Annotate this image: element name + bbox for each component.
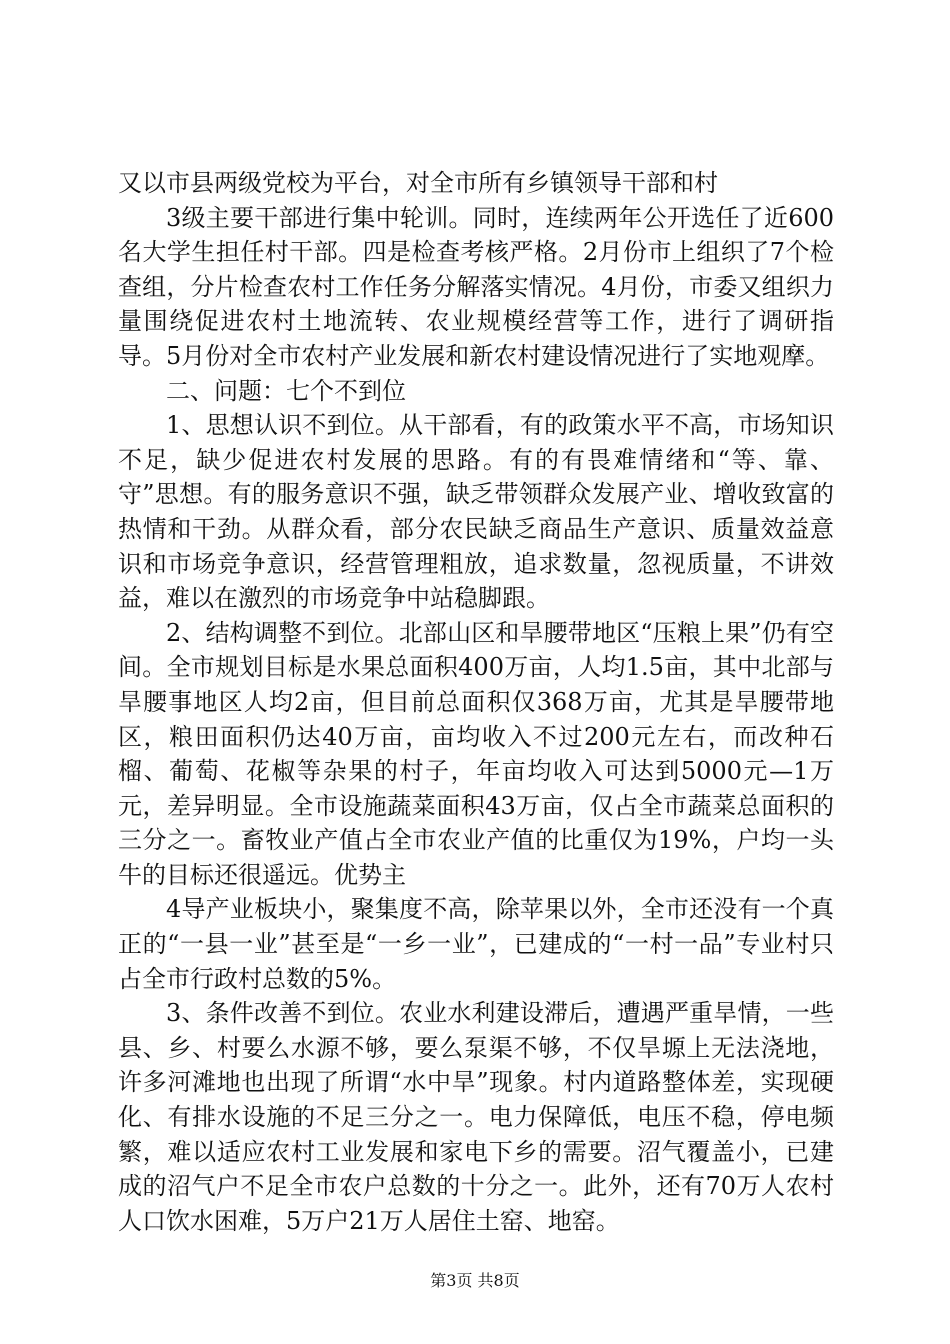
paragraph-1: 又以市县两级党校为平台，对全市所有乡镇领导干部和村 — [118, 169, 718, 197]
paragraph-4: 2、结构调整不到位。北部山区和旱腰带地区“压粮上果”仍有空间。全市规划目标是水果总面积400万亩，人均1.5亩，其中北部与旱腰事地区人均2亩，但目前总面积仅368万亩，尤其是旱腰带地区，粮田面积仍达40万亩，亩均收入不过200元左右，而改种石榴、葡萄、花椒等杂果的村子，年亩均收入可达到5000元—1万元，差异明显。全市设施蔬菜面积43万亩，仅占全市蔬菜总面积的三分之一。畜牧业产值占全市农业产值的比重仅为19%，户均一头牛的目标还很遥远。优势主 — [118, 618, 834, 889]
page-footer — [0, 1268, 950, 1291]
paragraph-6: 3、条件改善不到位。农业水利建设滞后，遭遇严重旱情，一些县、乡、村要么水源不够，要么泵渠不够，不仅旱塬上无法浇地，许多河滩地也出现了所谓“水中旱”现象。村内道路整体差，实现硬化、有排水设施的不足三分之一。电力保障低，电压不稳，停电频繁，难以适应农村工业发展和家电下乡的需要。沼气覆盖小，已建成的沼气户不足全市农户总数的十分之一。此外，还有70万人农村人口饮水困难，5万户21万人居住土窑、地窑。 — [118, 999, 834, 1235]
section-heading: 二、问题：七个不到位 — [166, 376, 406, 405]
paragraph-2: 3级主要干部进行集中轮训。同时，连续两年公开选任了近600名大学生担任村干部。四是检查考核严格。2月份市上组织了7个检查组，分片检查农村工作任务分解落实情况。4月份，市委又组织力量围绕促进农村土地流转、农业规模经营等工作，进行了调研指导。5月份对全市农村产业发展和新农村建设情况进行了实地观摩。 — [118, 203, 834, 370]
document-body — [118, 166, 834, 1238]
page-number: 第3页 共8页 — [430, 1271, 520, 1290]
paragraph-3: 1、思想认识不到位。从干部看，有的政策水平不高，市场知识不足，缺少促进农村发展的思路。有的有畏难情绪和“等、靠、守”思想。有的服务意识不强，缺乏带领群众发展产业、增收致富的热情和干劲。从群众看，部分农民缺乏商品生产意识、质量效益意识和市场竞争意识，经营管理粗放，追求数量，忽视质量，不讲效益，难以在激烈的市场竞争中站稳脚跟。 — [118, 411, 834, 613]
paragraph-5: 4导产业板块小，聚集度不高，除苹果以外，全市还没有一个真正的“一县一业”甚至是“一乡一业”，已建成的“一村一品”专业村只占全市行政村总数的5%。 — [118, 895, 834, 993]
